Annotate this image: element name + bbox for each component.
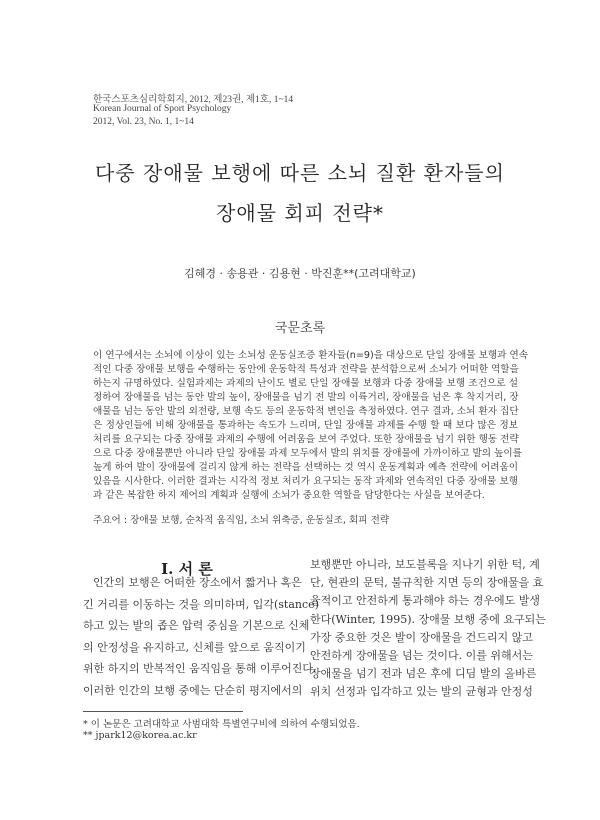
paper-title-line-2: 장애물 회피 전략* (216, 201, 384, 225)
body-text-line: 단, 현관의 문턱, 불규칙한 지면 등의 장애물을 효 (310, 576, 544, 590)
body-text-line: 의 안정성을 유지하고, 신체를 앞으로 움직이기 (83, 640, 306, 654)
journal-name-english: Korean Journal of Sport Psychology (93, 104, 232, 114)
abstract-line: 애물을 넘는 동안 발의 외전량, 보행 속도 등의 운동학적 변인을 측정하였다. 연구 결과, 소뇌 환자 집단 (93, 406, 519, 417)
body-text-line: 하고 있는 발의 좁은 압력 중심을 기본으로 신체 (83, 619, 310, 633)
body-text-line: 가장 중요한 것은 발이 장애물을 건드리지 않고 (310, 630, 533, 644)
body-text-line: 한다(Winter, 1995). 장애물 보행 중에 요구되는 (310, 612, 546, 626)
abstract-heading: 국문초록 (274, 321, 326, 336)
body-text-line: 안전하게 장애물을 넘는 것이다. 이를 위해서는 (310, 649, 533, 662)
abstract-line: 높게 하여 발이 장애물에 걸리지 않게 하는 전략을 선택하는 것 역시 운동계획과 예측 전략에 어려움이 (93, 462, 518, 473)
body-text-line: 장애물을 넘기 전과 넘은 후에 디딤 발의 올바른 (310, 667, 537, 681)
journal-citation-english: 2012, Vol. 23, No. 1, 1~14 (93, 117, 194, 127)
body-text-line: 보행뿐만 아니라, 보도블록을 지나기 위한 턱, 계 (310, 558, 540, 571)
section-heading-introduction: I. 서 론 (161, 560, 213, 578)
abstract-line: 하는지 규명하였다. 실험과제는 과제의 난이도 별로 단일 장애물 보행과 다중 장애물 보행 조건으로 설 (93, 378, 518, 389)
abstract-line: 과 같은 복잡한 하지 제어의 계획과 실행에 소뇌가 중요한 역할을 담당한다는 사실을 보여준다. (93, 490, 485, 501)
abstract-line: 은 정상인들에 비해 장애물을 통과하는 속도가 느리며, 단일 장애물 과제를 수행 할 때 보다 많은 정보 (93, 420, 518, 431)
body-text-line: 인간의 보행은 어떠한 장소에서 짧거나 혹은 (93, 576, 302, 589)
body-text-line: 이러한 인간의 보행 중에는 단순히 평지에서의 (83, 684, 303, 697)
footnote-email: ** jpark12@korea.ac.kr (83, 730, 197, 741)
abstract-line: 처리를 요구되는 다중 장애물 과제의 수행에 어려움을 보여 주었다. 또한 장애물을 넘기 위한 행동 전략 (93, 434, 519, 445)
paper-title-line-1: 다중 장애물 보행에 따른 소뇌 질환 환자들의 (95, 161, 505, 185)
abstract-line: 적인 다중 장애물 보행을 수행하는 동안에 운동학적 특성과 전략을 분석함으로써 소뇌가 어떠한 역할을 (93, 364, 519, 375)
footnote-funding: * 이 논문은 고려대학교 사범대학 특별연구비에 의하여 수행되었음. (83, 719, 360, 730)
keywords: 주요어 : 장애물 보행, 순차적 움직임, 소뇌 위축증, 운동실조, 회피 전략 (93, 515, 390, 526)
journal-citation-korean: 한국스포츠심리학회지, 2012, 제23권, 제1호, 1~14 (93, 95, 294, 105)
body-text-line: 율적이고 안전하게 통과해야 하는 경우에도 발생 (310, 594, 541, 608)
abstract-line: 정하여 장애물을 넘는 동안 발의 높이, 장애물을 넘기 전 발의 이륙거리, 장애물을 넘은 후 착지거리, 장 (93, 392, 519, 403)
body-text-line: 위치 선정과 입각하고 있는 발의 균형과 안정성 (310, 685, 533, 699)
body-text-line: 위한 하지의 반복적인 움직임을 통해 이루어진다. (83, 662, 317, 676)
body-text-line: 긴 거리를 이동하는 것을 의미하며, 입각(stance) (83, 597, 319, 611)
footnote-divider (83, 711, 243, 712)
author-list: 김혜경 · 송용관 · 김용현 · 박진훈**(고려대학교) (184, 267, 416, 280)
abstract-line: 으로 다중 장애물뿐만 아니라 단일 장애물 과제 모두에서 발의 위치를 장애물에 가까이하고 발의 높이를 (93, 448, 522, 459)
abstract-line: 있음을 시사한다. 이러한 결과는 시각적 정보 처리가 요구되는 동작 과제와 연속적인 다중 장애물 보행 (93, 476, 518, 487)
abstract-line: 이 연구에서는 소뇌에 이상이 있는 소뇌성 운동실조증 환자들(n=9)을 대상으로 단일 장애물 보행과 연속 (93, 350, 529, 361)
